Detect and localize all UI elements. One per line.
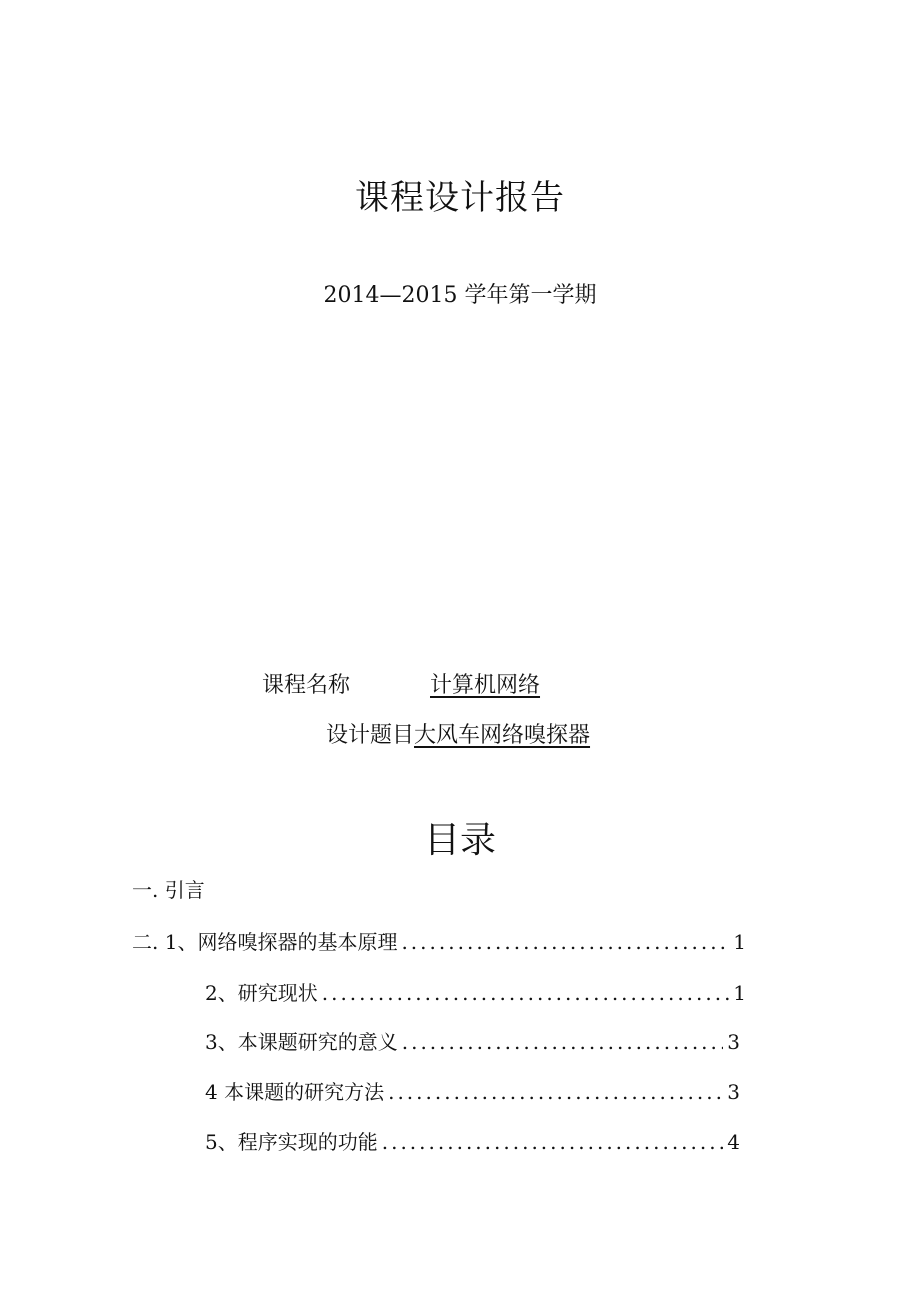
course-name-value: 计算机网络	[430, 673, 541, 698]
toc-entry[interactable]	[205, 1026, 740, 1055]
toc-entry[interactable]	[205, 1076, 740, 1105]
toc-entry-page: 3	[727, 1080, 740, 1104]
design-topic-label: 设计题目	[326, 723, 415, 748]
toc-entry[interactable]	[132, 926, 746, 955]
course-name-label: 课程名称	[262, 673, 351, 698]
toc-leader-dots	[401, 930, 729, 954]
toc-entry-page: 3	[727, 1030, 740, 1054]
toc-leader-dots	[322, 981, 730, 1005]
academic-term: 2014—2015 学年第一学期	[323, 283, 597, 308]
design-topic-value: 大风车网络嗅探器	[414, 723, 591, 748]
toc-leader-dots	[382, 1130, 724, 1154]
toc-entry-page: 4	[727, 1130, 740, 1154]
toc-entry-label: 2、研究现状	[205, 981, 318, 1005]
toc-entry[interactable]	[205, 1126, 740, 1155]
toc-entry-page: 1	[733, 930, 746, 954]
toc-entry[interactable]	[205, 977, 746, 1006]
toc-leader-dots	[388, 1080, 723, 1104]
toc-leader-dots	[402, 1030, 724, 1054]
toc-entry[interactable]	[132, 874, 205, 903]
toc-heading: 目录	[423, 820, 496, 861]
toc-entry-label: 4 本课题的研究方法	[205, 1080, 385, 1104]
toc-entry-page: 1	[733, 981, 746, 1005]
toc-entry-label: 5、程序实现的功能	[205, 1130, 378, 1154]
design-topic-row	[326, 718, 590, 749]
report-title: 课程设计报告	[355, 178, 565, 218]
toc-entry-label: 一. 引言	[132, 878, 205, 902]
toc-entry-label: 二. 1、网络嗅探器的基本原理	[132, 930, 398, 954]
toc-entry-label: 3、本课题研究的意义	[205, 1030, 398, 1054]
